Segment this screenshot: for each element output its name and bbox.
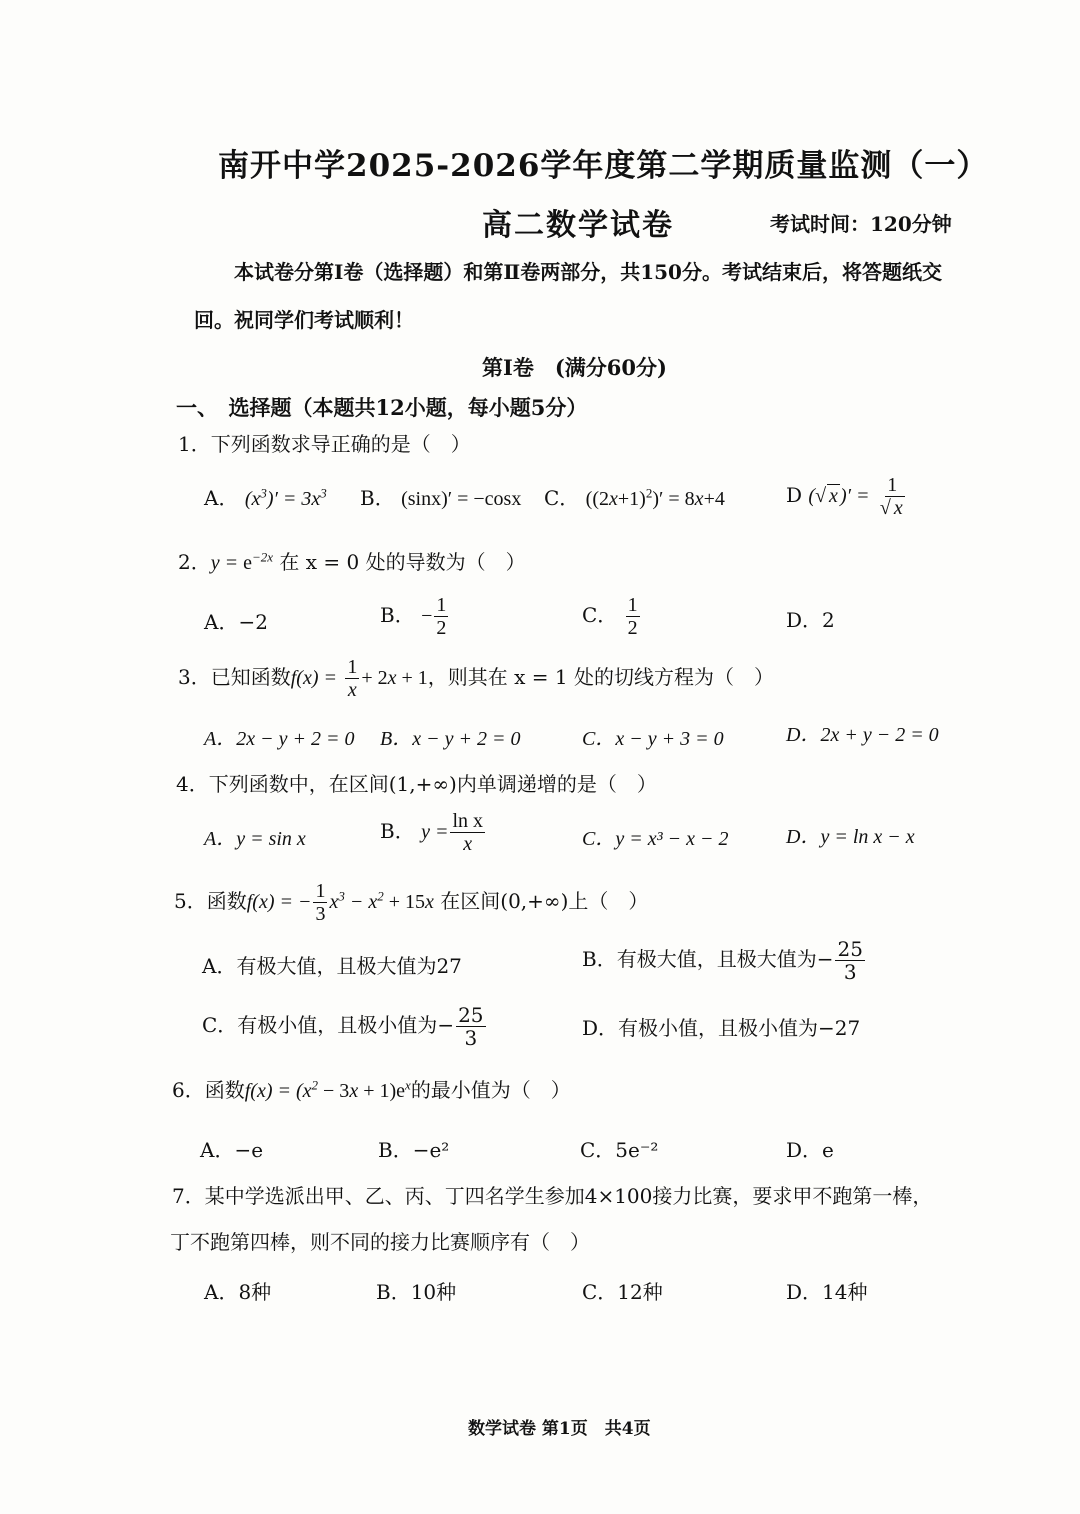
q1-option-c: C． $((2x+1)^2)' = 8x+4$ <box>544 485 725 510</box>
q6-option-b: B．−e² <box>378 1138 450 1162</box>
question-3-stem: 3．已知函数f(x) = $\frac{1}{x}$ + 2x + 1，则其在 x = 1 处的切线方程为（ ） <box>178 656 774 701</box>
q6-option-a: A．−e <box>200 1138 264 1162</box>
option-label: B． <box>380 603 415 627</box>
stem-prefix: 2． <box>178 550 211 574</box>
option-label: B． <box>360 486 395 510</box>
q1-option-b: B． (sinx)′ = −cosx <box>360 486 522 510</box>
section-heading: 一、 选择题（本题共12小题，每小题5分） <box>176 395 588 420</box>
question-5-stem: 5．函数f(x) = − $\frac{1}{3}$ $x^3 - x^2 + 15x$ 在区间(0,+∞)上（ ） <box>174 880 649 925</box>
question-7-stem-line-2: 丁不跑第四棒，则不同的接力比赛顺序有（ ） <box>170 1230 590 1254</box>
question-6-stem: 6．函数$f(x) = (x^2 - 3x + 1)e^x$的最小值为（ ） <box>172 1077 571 1102</box>
q4-option-b: B． y = $\frac{\text{ln x}}{x}$ <box>380 810 483 855</box>
question-2-stem: 2．$y = e^{-2x}$ 在 x = 0 处的导数为（ ） <box>178 549 526 574</box>
question-1-stem: 1．下列函数求导正确的是（ ） <box>178 432 471 456</box>
question-7-stem-line-1: 7．某中学选派出甲、乙、丙、丁四名学生参加4×100接力比赛，要求甲不跑第一棒， <box>172 1184 933 1208</box>
stem-prefix: 5．函数 <box>174 889 247 913</box>
q7-option-c: C．12种 <box>582 1280 663 1304</box>
q7-option-a: A．8种 <box>204 1280 272 1304</box>
q3-option-b: B．x − y + 2 = 0 <box>380 728 521 750</box>
q3-option-d: D．2x + y − 2 = 0 <box>786 724 939 746</box>
stem-prefix: 6．函数 <box>172 1078 245 1102</box>
part-title: 第Ⅰ卷 (满分60分) <box>482 355 667 380</box>
q4-option-a: A．y = sin x <box>204 828 306 850</box>
q2-option-a: A．−2 <box>204 610 268 634</box>
option-label: B．有极大值，且极大值为 <box>582 947 817 971</box>
exam-subtitle: 高二数学试卷 <box>482 208 674 243</box>
exam-title: 南开中学2025-2026学年度第二学期质量监测（一） <box>218 148 989 184</box>
stem-prefix: 3．已知函数 <box>178 665 291 689</box>
q7-option-d: D．14种 <box>786 1280 868 1304</box>
q5-option-c: C．有极小值，且极小值为− $\frac{25}{3}$ <box>202 1003 484 1050</box>
option-label: D <box>786 483 803 507</box>
exam-time: 考试时间：120分钟 <box>770 212 952 236</box>
page-footer: 数学试卷 第1页 共4页 <box>468 1419 651 1439</box>
option-label: B． <box>380 819 415 843</box>
q7-option-b: B．10种 <box>376 1280 457 1304</box>
q6-option-c: C．5e⁻² <box>580 1138 659 1162</box>
q5-option-b: B．有极大值，且极大值为− $\frac{25}{3}$ <box>582 937 863 984</box>
q4-option-c: C．y = x³ − x − 2 <box>582 828 729 850</box>
q5-option-a: A．有极大值，且极大值为27 <box>202 954 462 978</box>
q5-option-d: D．有极小值，且极小值为−27 <box>582 1016 861 1040</box>
option-label: C．有极小值，且极小值为 <box>202 1013 438 1037</box>
option-label: C． <box>582 603 618 627</box>
q3-option-a: A．2x − y + 2 = 0 <box>204 728 355 750</box>
q3-option-c: C．x − y + 3 = 0 <box>582 728 724 750</box>
intro-line-1: 本试卷分第Ⅰ卷（选择题）和第Ⅱ卷两部分，共150分。考试结束后，将答题纸交 <box>234 260 942 284</box>
q1-option-d: D (√ x )′ = $\frac{1}{√ x}$ <box>786 474 903 519</box>
stem-suffix: ，则其在 x = 1 处的切线方程为（ ） <box>427 665 774 689</box>
q1-option-a: A． $(x^3)' = 3x^3$ <box>204 485 327 510</box>
question-4-stem: 4．下列函数中，在区间(1,+∞)内单调递增的是（ ） <box>176 772 657 796</box>
q2-option-c: C． $\frac{1}{2}$ <box>582 594 638 639</box>
option-label: A． <box>204 486 239 510</box>
option-label: C． <box>544 486 580 510</box>
stem-suffix: 在 x = 0 处的导数为（ ） <box>279 550 526 574</box>
stem-suffix: 的最小值为（ ） <box>410 1078 571 1102</box>
q4-option-d: D．y = ln x − x <box>786 826 915 848</box>
intro-line-2: 回。祝同学们考试顺利！ <box>194 308 414 332</box>
stem-suffix: 在区间(0,+∞)上（ ） <box>440 889 649 913</box>
q2-option-b: B． − $\frac{1}{2}$ <box>380 594 447 639</box>
q6-option-d: D．e <box>786 1138 834 1162</box>
q2-option-d: D．2 <box>786 608 835 632</box>
